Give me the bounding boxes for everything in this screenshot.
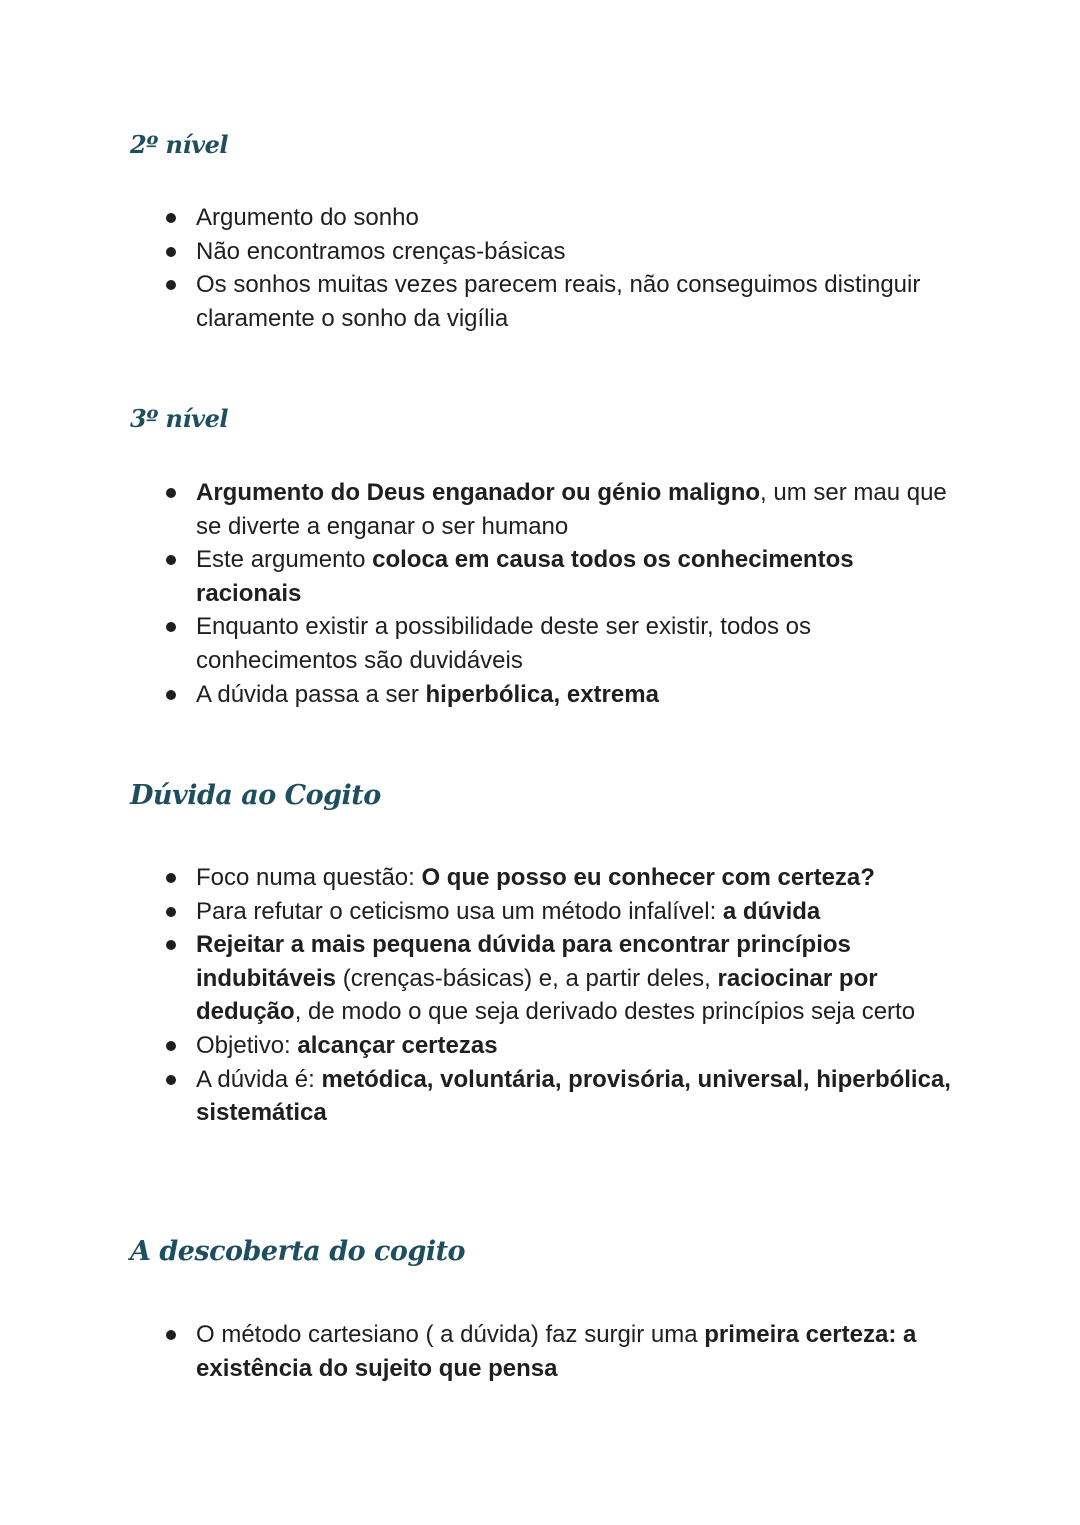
list-item: Objetivo: alcançar certezas: [196, 1029, 956, 1063]
list-item: Os sonhos muitas vezes parecem reais, não conseguimos distinguir claramente o sonho da vigília: [196, 268, 956, 335]
list-item: O método cartesiano ( a dúvida) faz surgir uma primeira certeza: a existência do sujeito que pensa: [196, 1318, 956, 1385]
heading-a-descoberta-do-cogito: A descoberta do cogito: [130, 1236, 466, 1267]
list-item: Rejeitar a mais pequena dúvida para encontrar princípios indubitáveis (crenças-básicas) e, a partir deles, raciocinar por dedução, de modo o que seja derivado destes princípios seja certo: [196, 928, 956, 1029]
list-a-descoberta-do-cogito: [196, 1318, 956, 1385]
list-2-nivel: [196, 201, 956, 335]
heading-duvida-ao-cogito: Dúvida ao Cogito: [130, 780, 381, 811]
heading-3-nivel: 3º nível: [130, 404, 228, 433]
list-3-nivel: [196, 476, 956, 711]
list-item: A dúvida é: metódica, voluntária, provisória, universal, hiperbólica, sistemática: [196, 1063, 956, 1130]
list-item: Enquanto existir a possibilidade deste ser existir, todos os conhecimentos são duvidáveis: [196, 610, 956, 677]
list-item: Argumento do Deus enganador ou génio maligno, um ser mau que se diverte a enganar o ser humano: [196, 476, 956, 543]
list-item: Foco numa questão: O que posso eu conhecer com certeza?: [196, 861, 956, 895]
list-item: Não encontramos crenças-básicas: [196, 235, 956, 269]
heading-2-nivel: 2º nível: [130, 130, 228, 159]
list-item: Este argumento coloca em causa todos os conhecimentos racionais: [196, 543, 956, 610]
list-item: Argumento do sonho: [196, 201, 956, 235]
list-item: A dúvida passa a ser hiperbólica, extrema: [196, 678, 956, 712]
list-item: Para refutar o ceticismo usa um método infalível: a dúvida: [196, 895, 956, 929]
list-duvida-ao-cogito: [196, 861, 956, 1130]
